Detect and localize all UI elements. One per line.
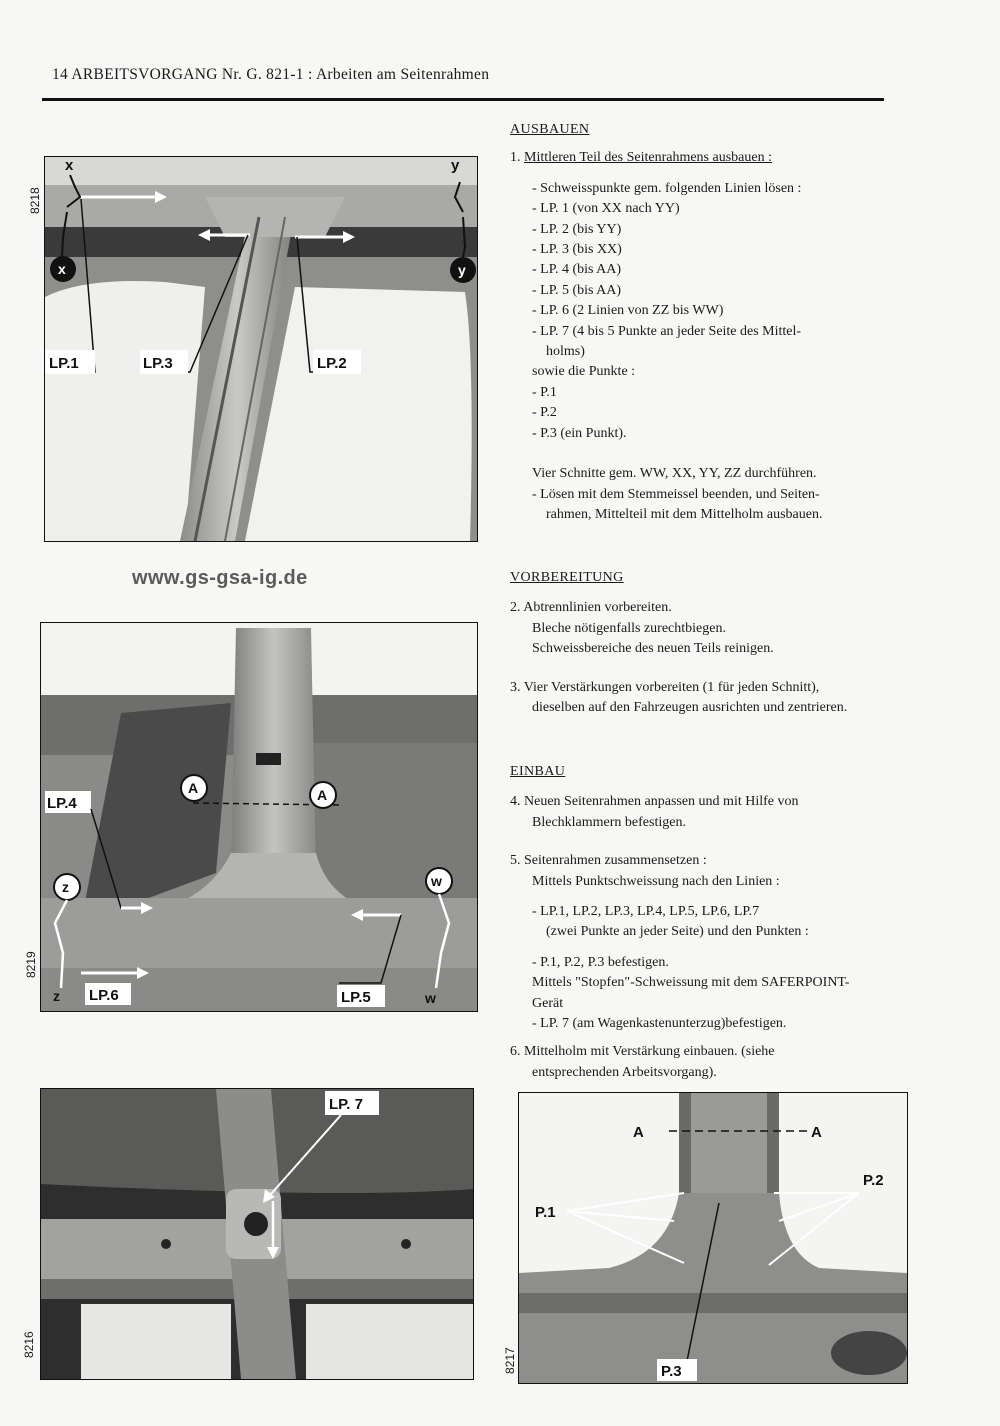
photo-8219 xyxy=(40,622,478,1012)
list-item: - LP. 6 (2 Linien von ZZ bis WW) xyxy=(532,303,724,319)
label-a-left: A xyxy=(188,780,199,796)
step-text: entsprechenden Arbeitsvorgang). xyxy=(532,1064,717,1080)
figure-number: 8216 xyxy=(22,1331,36,1358)
step-text: Mittels "Stopfen"-Schweissung mit dem SAFERPOINT- xyxy=(532,975,850,991)
label-y-top: y xyxy=(451,157,460,174)
heading-einbau: EINBAU xyxy=(510,764,566,779)
label-lp6: LP.6 xyxy=(89,987,119,1004)
step-text: dieselben auf den Fahrzeugen ausrichten und zentrieren. xyxy=(532,700,848,716)
label-z-bottom: z xyxy=(53,988,60,1004)
label-p2: P.2 xyxy=(863,1172,884,1189)
label-p3: P.3 xyxy=(661,1363,682,1380)
section-ausbauen xyxy=(510,120,950,525)
list-item: - LP. 1 (von XX nach YY) xyxy=(532,201,680,217)
label-w-bottom: w xyxy=(425,990,436,1006)
loesen-text: - Lösen mit dem Stemmeissel beenden, und Seiten- xyxy=(532,486,820,502)
photo-8216-drawing xyxy=(41,1089,473,1379)
watermark: www.gs-gsa-ig.de xyxy=(132,567,308,589)
list-item: holms) xyxy=(546,344,585,360)
label-a-right: A xyxy=(811,1124,822,1141)
step-text: 3. Vier Verstärkungen vorbereiten (1 für jeden Schnitt), xyxy=(510,679,820,695)
figure-number: 8217 xyxy=(503,1347,517,1374)
label-p1: P.1 xyxy=(535,1204,556,1221)
step-text: Mittels Punktschweissung nach den Linien : xyxy=(532,873,780,889)
step-text: 4. Neuen Seitenrahmen anpassen und mit Hilfe von xyxy=(510,794,799,810)
label-x-circle: x xyxy=(58,261,66,277)
label-z-circle: z xyxy=(62,879,69,895)
label-lp7: LP. 7 xyxy=(329,1096,363,1113)
label-lp2: LP.2 xyxy=(317,355,347,372)
step-title: Mittleren Teil des Seitenrahmens ausbauen : xyxy=(524,150,772,166)
section-einbau xyxy=(510,762,950,1083)
figure-number: 8218 xyxy=(28,187,42,214)
step-text: - P.1, P.2, P.3 befestigen. xyxy=(532,954,669,970)
label-y-circle: y xyxy=(458,262,466,278)
label-lp4: LP.4 xyxy=(47,795,77,812)
step-text: Bleche nötigenfalls zurechtbiegen. xyxy=(532,620,726,636)
photo-8218-drawing xyxy=(45,157,477,541)
step-text: 5. Seitenrahmen zusammensetzen : xyxy=(510,853,707,869)
list-item: - LP. 4 (bis AA) xyxy=(532,262,622,278)
page-header: 14 ARBEITSVORGANG Nr. G. 821-1 : Arbeiten am Seitenrahmen xyxy=(52,66,490,83)
label-lp3: LP.3 xyxy=(143,355,173,372)
header-rule xyxy=(42,98,884,101)
photo-8217-drawing xyxy=(519,1093,907,1383)
heading-ausbauen: AUSBAUEN xyxy=(510,122,590,137)
list-item: - LP. 3 (bis XX) xyxy=(532,242,622,258)
figure-number: 8219 xyxy=(24,951,38,978)
label-lp5: LP.5 xyxy=(341,989,371,1006)
list-item: - LP. 7 (4 bis 5 Punkte an jeder Seite des Mittel- xyxy=(532,323,802,339)
list-item: - LP. 2 (bis YY) xyxy=(532,221,622,237)
step-text: - LP. 7 (am Wagenkastenunterzug)befestigen. xyxy=(532,1016,787,1032)
step-text: Schweissbereiche des neuen Teils reinigen. xyxy=(532,641,774,657)
step-text: Gerät xyxy=(532,995,564,1011)
label-lp1: LP.1 xyxy=(49,355,79,372)
label-w-circle: w xyxy=(431,873,442,889)
schnitte-text: Vier Schnitte gem. WW, XX, YY, ZZ durchführen. xyxy=(532,466,817,482)
step-text: - LP.1, LP.2, LP.3, LP.4, LP.5, LP.6, LP.7 xyxy=(532,904,760,920)
list-item: - LP. 5 (bis AA) xyxy=(532,282,622,298)
photo-8216 xyxy=(40,1088,474,1380)
step-text: (zwei Punkte an jeder Seite) und den Punkten : xyxy=(546,924,809,940)
loesen-text: rahmen, Mittelteil mit dem Mittelholm ausbauen. xyxy=(546,506,823,522)
label-x-top: x xyxy=(65,157,74,174)
sowie-text: sowie die Punkte : xyxy=(532,364,636,380)
list-item: - Schweisspunkte gem. folgenden Linien lösen : xyxy=(532,180,802,196)
label-a-right: A xyxy=(317,787,328,803)
list-item: - P.3 (ein Punkt). xyxy=(532,425,627,441)
step-text: Blechklammern befestigen. xyxy=(532,814,686,830)
list-item: - P.2 xyxy=(532,405,557,421)
step-text: 6. Mittelholm mit Verstärkung einbauen. (siehe xyxy=(510,1044,775,1060)
photo-8217 xyxy=(518,1092,908,1384)
label-a-left: A xyxy=(633,1124,644,1141)
section-vorbereitung xyxy=(510,568,950,718)
list-item: - P.1 xyxy=(532,384,557,400)
photo-8218 xyxy=(44,156,478,542)
heading-vorbereitung: VORBEREITUNG xyxy=(510,570,624,585)
photo-8219-drawing xyxy=(41,623,477,1011)
step-text: 2. Abtrennlinien vorbereiten. xyxy=(510,600,672,616)
step-number: 1. xyxy=(510,150,521,166)
